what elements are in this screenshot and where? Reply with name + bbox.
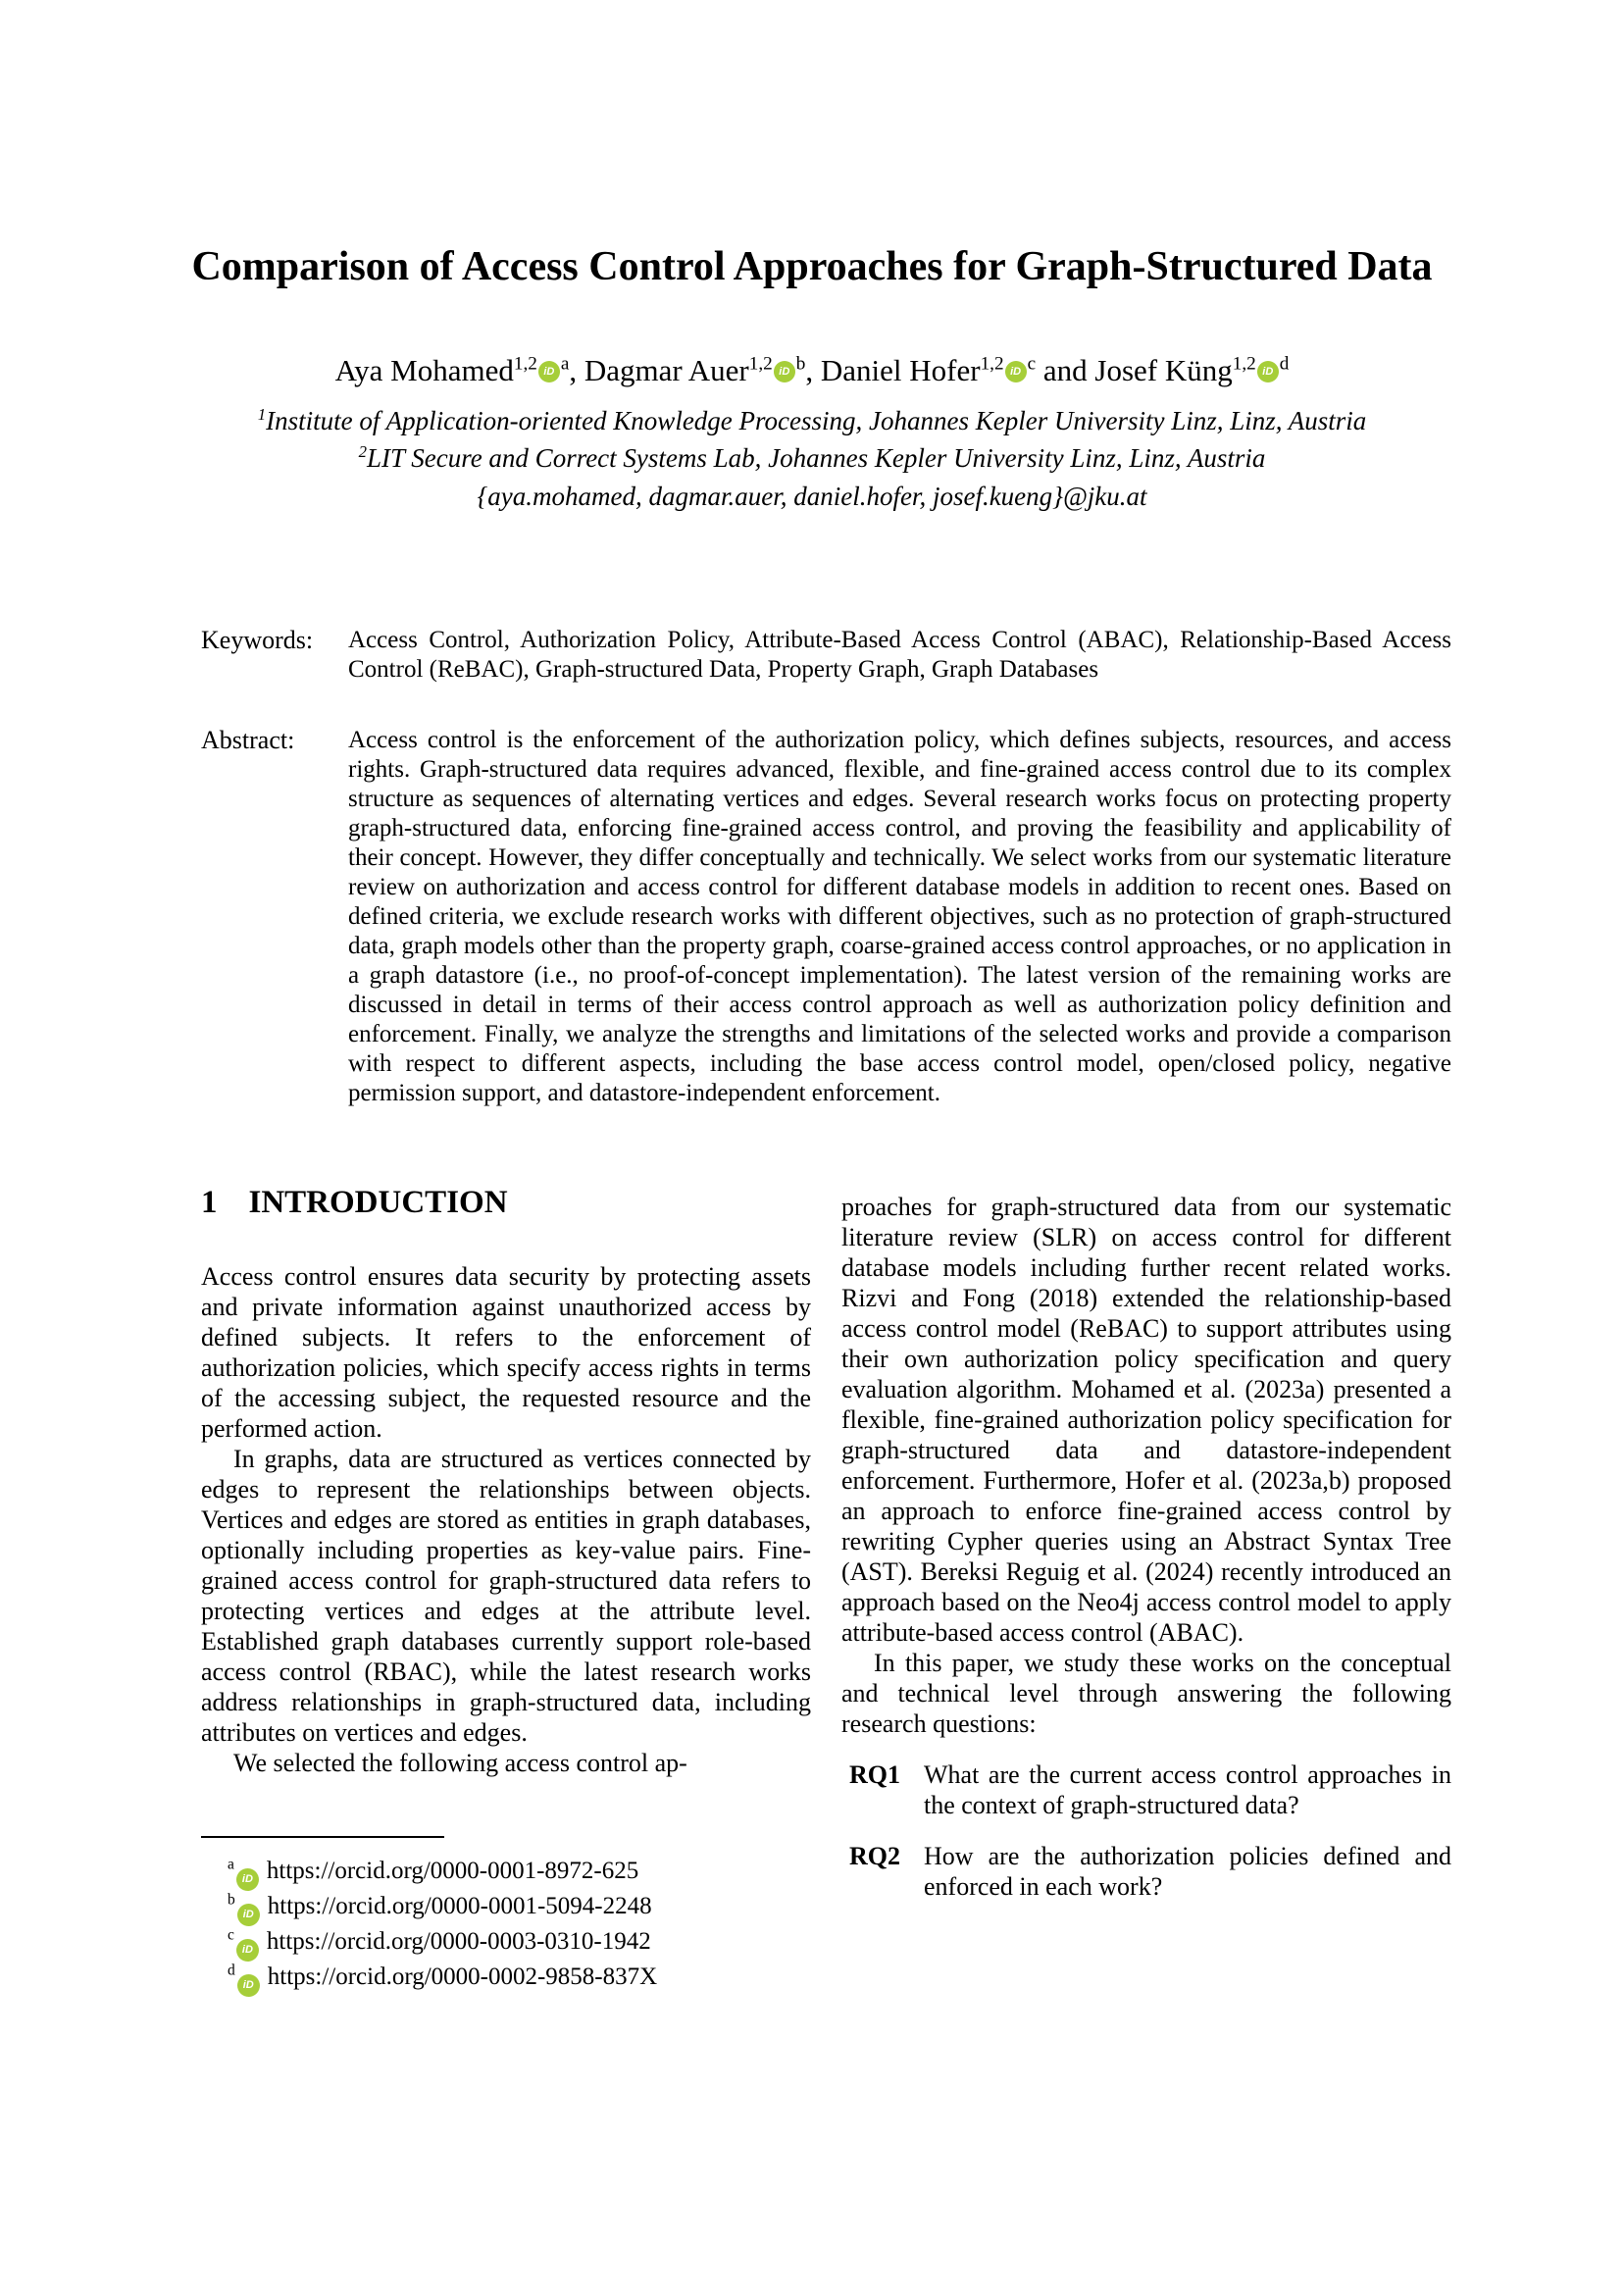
orcid-url[interactable]: https://orcid.org/0000-0001-5094-2248 bbox=[267, 1893, 652, 1919]
affiliation-text: LIT Secure and Correct Systems Lab, Johannes Kepler University Linz, Linz, Austria bbox=[366, 443, 1266, 473]
rq-label: RQ2 bbox=[849, 1842, 900, 1870]
abstract-label: Abstract: bbox=[201, 726, 295, 754]
author-emails: {aya.mohamed, dagmar.auer, daniel.hofer, josef.kueng}@jku.at bbox=[477, 482, 1147, 511]
keywords-label: Keywords: bbox=[201, 626, 314, 654]
research-question-1 bbox=[841, 1759, 1451, 1820]
right-column bbox=[841, 1192, 1451, 1902]
orcid-icon-text: iD bbox=[1262, 366, 1274, 378]
author bbox=[1094, 353, 1289, 387]
orcid-superscript: c bbox=[1027, 353, 1037, 375]
orcid-icon bbox=[237, 1974, 260, 1997]
keywords-block bbox=[201, 626, 1454, 685]
paragraph: Access control ensures data security by protecting assets and private information against unauthorized access by defined subjects. It refers to the enforcement of authorization policies, which specify access rights in terms of the accessing subject, the requested resource and the performed action. bbox=[201, 1262, 811, 1443]
orcid-icon-text: iD bbox=[543, 366, 555, 378]
author bbox=[584, 353, 821, 387]
orcid-icon bbox=[237, 1904, 260, 1926]
research-question-2 bbox=[841, 1841, 1451, 1902]
paragraph: In graphs, data are structured as vertices connected by edges to represent the relationships between objects. Vertices and edges are stored as entities in graph databases, optionally including properties as key-value pairs. Fine-grained access control for graph-structured data refers to protecting vertices and edges at the attribute level. Established graph databases currently support role-based access control (RBAC), while the latest research works address relationships in graph-structured data, including attributes on vertices and edges. bbox=[201, 1445, 811, 1747]
orcid-icon[interactable] bbox=[1005, 361, 1027, 382]
author bbox=[335, 353, 584, 387]
footnote-marker: b bbox=[228, 1891, 235, 1909]
rq-label: RQ1 bbox=[849, 1760, 900, 1789]
orcid-icon[interactable] bbox=[538, 361, 560, 382]
orcid-icon bbox=[236, 1939, 259, 1962]
section-1-heading bbox=[201, 1185, 508, 1221]
orcid-icon bbox=[236, 1868, 259, 1891]
orcid-icon[interactable] bbox=[774, 361, 795, 382]
author-separator: , bbox=[569, 353, 584, 387]
author-name: Daniel Hofer bbox=[820, 353, 981, 387]
footnote bbox=[228, 1962, 657, 1997]
orcid-icon-text: iD bbox=[241, 1944, 253, 1956]
author-line bbox=[0, 353, 1624, 388]
paragraph: proaches for graph-structured data from our systematic literature review (SLR) on access control for different database models including further recent related works. Rizvi and Fong (2018) extended the relationship-based access control model (ReBAC) to support attributes using their own authorization policy specification and query evaluation algorithm. Mohamed et al. (2023a) presented a flexible, fine-grained authorization policy specification for graph-structured data and datastore-independent enforcement. Furthermore, Hofer et al. (2023a,b) proposed an approach to enforce fine-grained access control by rewriting Cypher queries using an Abstract Syntax Tree (AST). Bereksi Reguig et al. (2024) recently introduced an approach based on the Neo4j access control model to apply attribute-based access control (ABAC). bbox=[841, 1193, 1451, 1647]
rq-text: What are the current access control approaches in the context of graph-structured data? bbox=[924, 1760, 1451, 1819]
orcid-icon-text: iD bbox=[779, 366, 790, 378]
abstract-text: Access control is the enforcement of the authorization policy, which defines subjects, resources, and access rights. Graph-structured data requires advanced, flexible, and fine-grained access control due to its complex structure as sequences of alternating vertices and edges. Several research works focus on protecting property graph-structured data, enforcing fine-grained access control, and proving the feasibility and applicability of their concept. However, they differ conceptually and technically. We select works from our systematic literature review on authorization and access control for different database models in addition to recent ones. Based on defined criteria, we exclude research works with different objectives, such as no protection of graph-structured data, graph models other than the property graph, coarse-grained access control approaches, or no application in a graph datastore (i.e., no proof-of-concept implementation). The latest version of the remaining works are discussed in detail in terms of their access control approach as well as authorization policy definition and enforcement. Finally, we analyze the strengths and limitations of the selected works and provide a comparison with respect to different aspects, including the base access control model, open/closed policy, negative permission support, and datastore-independent enforcement. bbox=[348, 727, 1451, 1106]
author-name: Aya Mohamed bbox=[334, 353, 514, 387]
rq-text: How are the authorization policies defined and enforced in each work? bbox=[924, 1842, 1451, 1901]
orcid-icon[interactable] bbox=[1257, 361, 1279, 382]
footnote bbox=[228, 1856, 657, 1891]
orcid-superscript: b bbox=[795, 353, 806, 375]
footnote-marker: a bbox=[228, 1856, 234, 1873]
footnote-marker: c bbox=[228, 1926, 234, 1944]
orcid-icon-text: iD bbox=[242, 1979, 254, 1991]
author-separator: and bbox=[1036, 353, 1095, 387]
left-column bbox=[201, 1261, 811, 1778]
orcid-superscript: d bbox=[1279, 353, 1290, 375]
orcid-url[interactable]: https://orcid.org/0000-0003-0310-1942 bbox=[266, 1928, 651, 1955]
affiliation-text: Institute of Application-oriented Knowledge Processing, Johannes Kepler University Linz, Linz, Austria bbox=[266, 406, 1367, 435]
paper-title: Comparison of Access Control Approaches for Graph-Structured Data bbox=[191, 244, 1433, 289]
affiliation-number: 2 bbox=[358, 442, 367, 461]
footnote-marker: d bbox=[228, 1962, 235, 1979]
orcid-url[interactable]: https://orcid.org/0000-0002-9858-837X bbox=[267, 1963, 658, 1990]
author-name: Dagmar Auer bbox=[584, 353, 749, 387]
affiliation-superscript: 1,2 bbox=[748, 353, 773, 375]
author-name: Josef Küng bbox=[1094, 353, 1233, 387]
affiliation-1 bbox=[0, 406, 1624, 436]
author-separator: , bbox=[805, 353, 821, 387]
footnote bbox=[228, 1891, 657, 1926]
orcid-superscript: a bbox=[560, 353, 570, 375]
orcid-footnotes bbox=[228, 1856, 657, 1997]
affiliation-number: 1 bbox=[257, 405, 267, 424]
affiliation-2 bbox=[0, 443, 1624, 474]
orcid-url[interactable]: https://orcid.org/0000-0001-8972-625 bbox=[266, 1858, 639, 1884]
author bbox=[821, 353, 1095, 387]
affiliation-superscript: 1,2 bbox=[513, 353, 537, 375]
section-title: INTRODUCTION bbox=[248, 1185, 508, 1220]
abstract-block bbox=[201, 726, 1454, 1108]
orcid-icon-text: iD bbox=[241, 1873, 253, 1885]
affiliation-superscript: 1,2 bbox=[1232, 353, 1256, 375]
keywords-text: Access Control, Authorization Policy, Attribute-Based Access Control (ABAC), Relationship-Based Access Control (ReBAC), Graph-structured Data, Property Graph, Graph Databases bbox=[348, 627, 1451, 683]
paragraph: We selected the following access control ap- bbox=[233, 1749, 687, 1777]
orcid-icon-text: iD bbox=[1010, 366, 1022, 378]
affiliation-superscript: 1,2 bbox=[980, 353, 1004, 375]
orcid-icon-text: iD bbox=[242, 1909, 254, 1920]
paragraph: In this paper, we study these works on the conceptual and technical level through answering the following research questions: bbox=[841, 1649, 1451, 1738]
footnote bbox=[228, 1926, 657, 1962]
footnote-rule bbox=[201, 1836, 444, 1838]
section-number: 1 bbox=[201, 1185, 218, 1220]
